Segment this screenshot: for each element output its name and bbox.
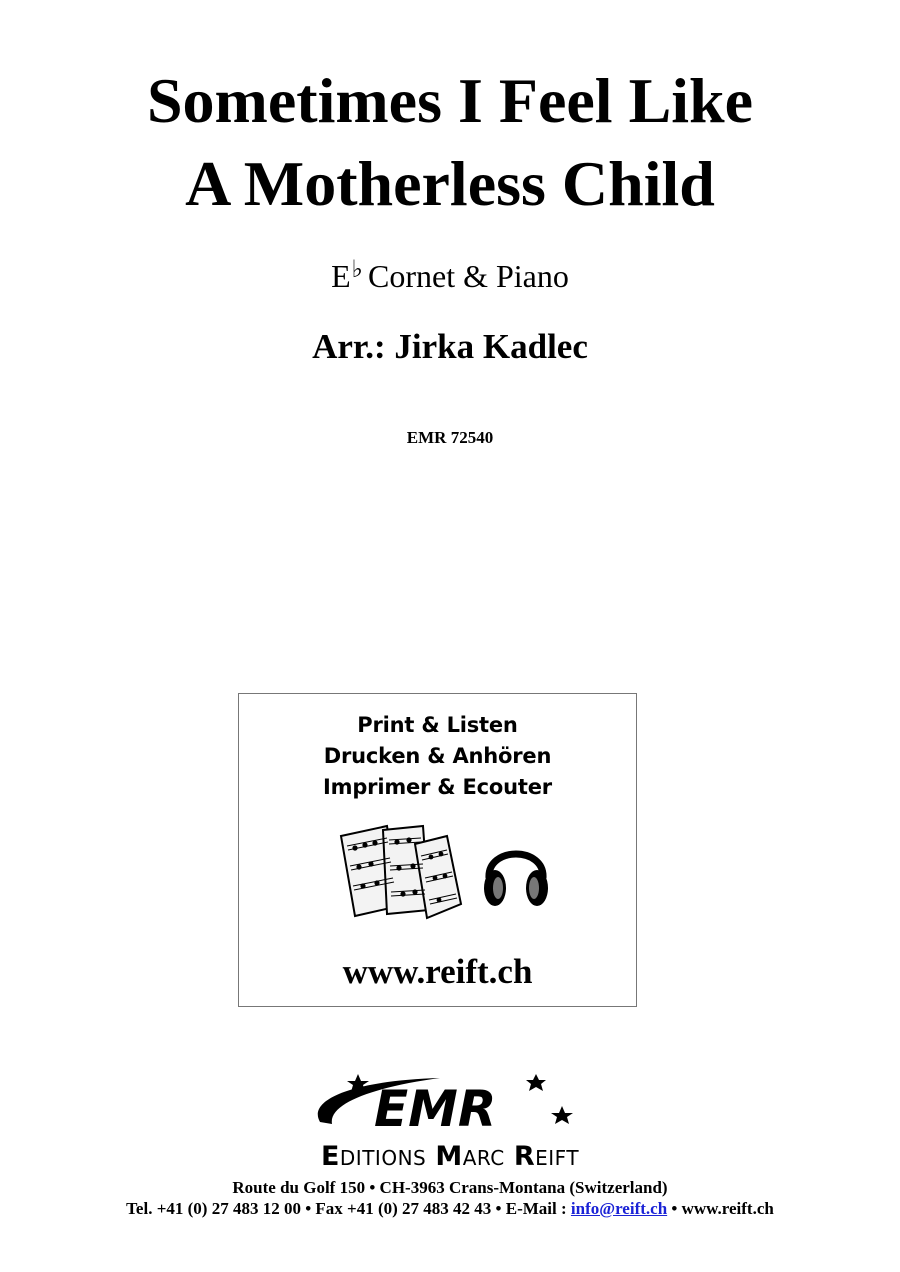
instrumentation <box>0 250 900 296</box>
publisher-name <box>0 1140 900 1175</box>
publisher-name-e: E <box>320 1141 340 1172</box>
flat-sign: ♭ <box>351 257 363 283</box>
title-line-2: A Motherless Child <box>185 148 715 219</box>
email-link[interactable]: info@reift.ch <box>570 1199 668 1218</box>
instrument-rest: Cornet & Piano <box>368 258 569 294</box>
publisher-address: Route du Golf 150 • CH-3963 Crans-Montana (Switzerland) <box>232 1178 668 1197</box>
emr-logo-text: EMR <box>374 1080 497 1138</box>
publisher-name-ditions: DITIONS <box>339 1146 427 1170</box>
contact-website: • www.reift.ch <box>667 1199 774 1218</box>
publisher-name-arc: ARC <box>462 1146 505 1170</box>
print-listen-box <box>238 693 637 1007</box>
publisher-contact <box>0 1198 900 1220</box>
arranger: Arr.: Jirka Kadlec <box>312 327 588 366</box>
publisher-name-m: M <box>435 1141 463 1172</box>
publisher-name-r: R <box>513 1141 536 1172</box>
contact-phone-fax: Tel. +41 (0) 27 483 12 00 • Fax +41 (0) 27 483 42 43 • E-Mail : <box>126 1199 571 1218</box>
promo-line-english: Print & Listen <box>357 713 518 737</box>
emr-logo <box>300 1070 590 1140</box>
publisher-name-eift: EIFT <box>535 1146 580 1170</box>
promo-line-french: Imprimer & Ecouter <box>323 775 552 799</box>
instrument-key: E <box>331 258 351 294</box>
title-line-1: Sometimes I Feel Like <box>146 65 754 136</box>
sheet-music-icon <box>335 824 471 920</box>
headphones-icon <box>481 832 551 910</box>
catalog-code: EMR 72540 <box>406 428 494 447</box>
promo-line-german: Drucken & Anhören <box>323 744 552 768</box>
promo-website[interactable]: www.reift.ch <box>342 952 533 991</box>
